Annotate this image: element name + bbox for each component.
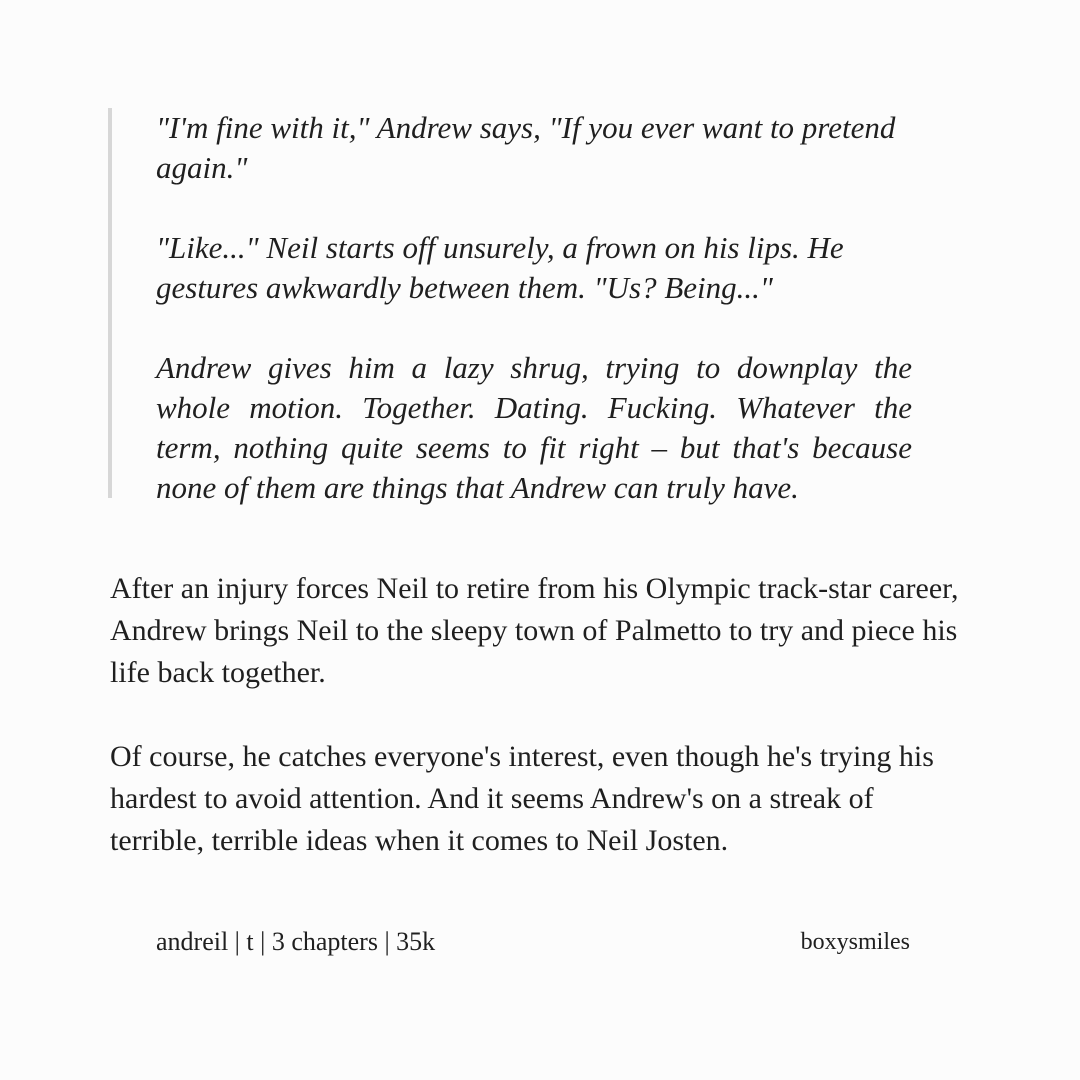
story-summary [110,568,970,904]
story-meta: andreil | t | 3 chapters | 35k [156,927,436,956]
story-footer [156,922,910,962]
excerpt-paragraph: Andrew gives him a lazy shrug, trying to downplay the whole motion. Together. Dating. Fucking. Whatever the term, nothing quite seems to fit right – but that's because none of them are things that Andrew can truly have. [156,350,912,505]
summary-paragraph: After an injury forces Neil to retire from his Olympic track-star career, Andrew brings Neil to the sleepy town of Palmetto to try and piece his life back together. [110,572,959,689]
excerpt-blockquote [108,108,914,505]
summary-paragraph: Of course, he catches everyone's interest, even though he's trying his hardest to avoid attention. And it seems Andrew's on a streak of terrible, terrible ideas when it comes to Neil Josten. [110,740,934,857]
excerpt-text [156,108,912,508]
author-name: boxysmiles [800,929,910,955]
excerpt-paragraph: "I'm fine with it," Andrew says, "If you ever want to pretend again." [156,110,896,185]
excerpt-paragraph: "Like..." Neil starts off unsurely, a frown on his lips. He gestures awkwardly between them. "Us? Being..." [156,230,844,305]
